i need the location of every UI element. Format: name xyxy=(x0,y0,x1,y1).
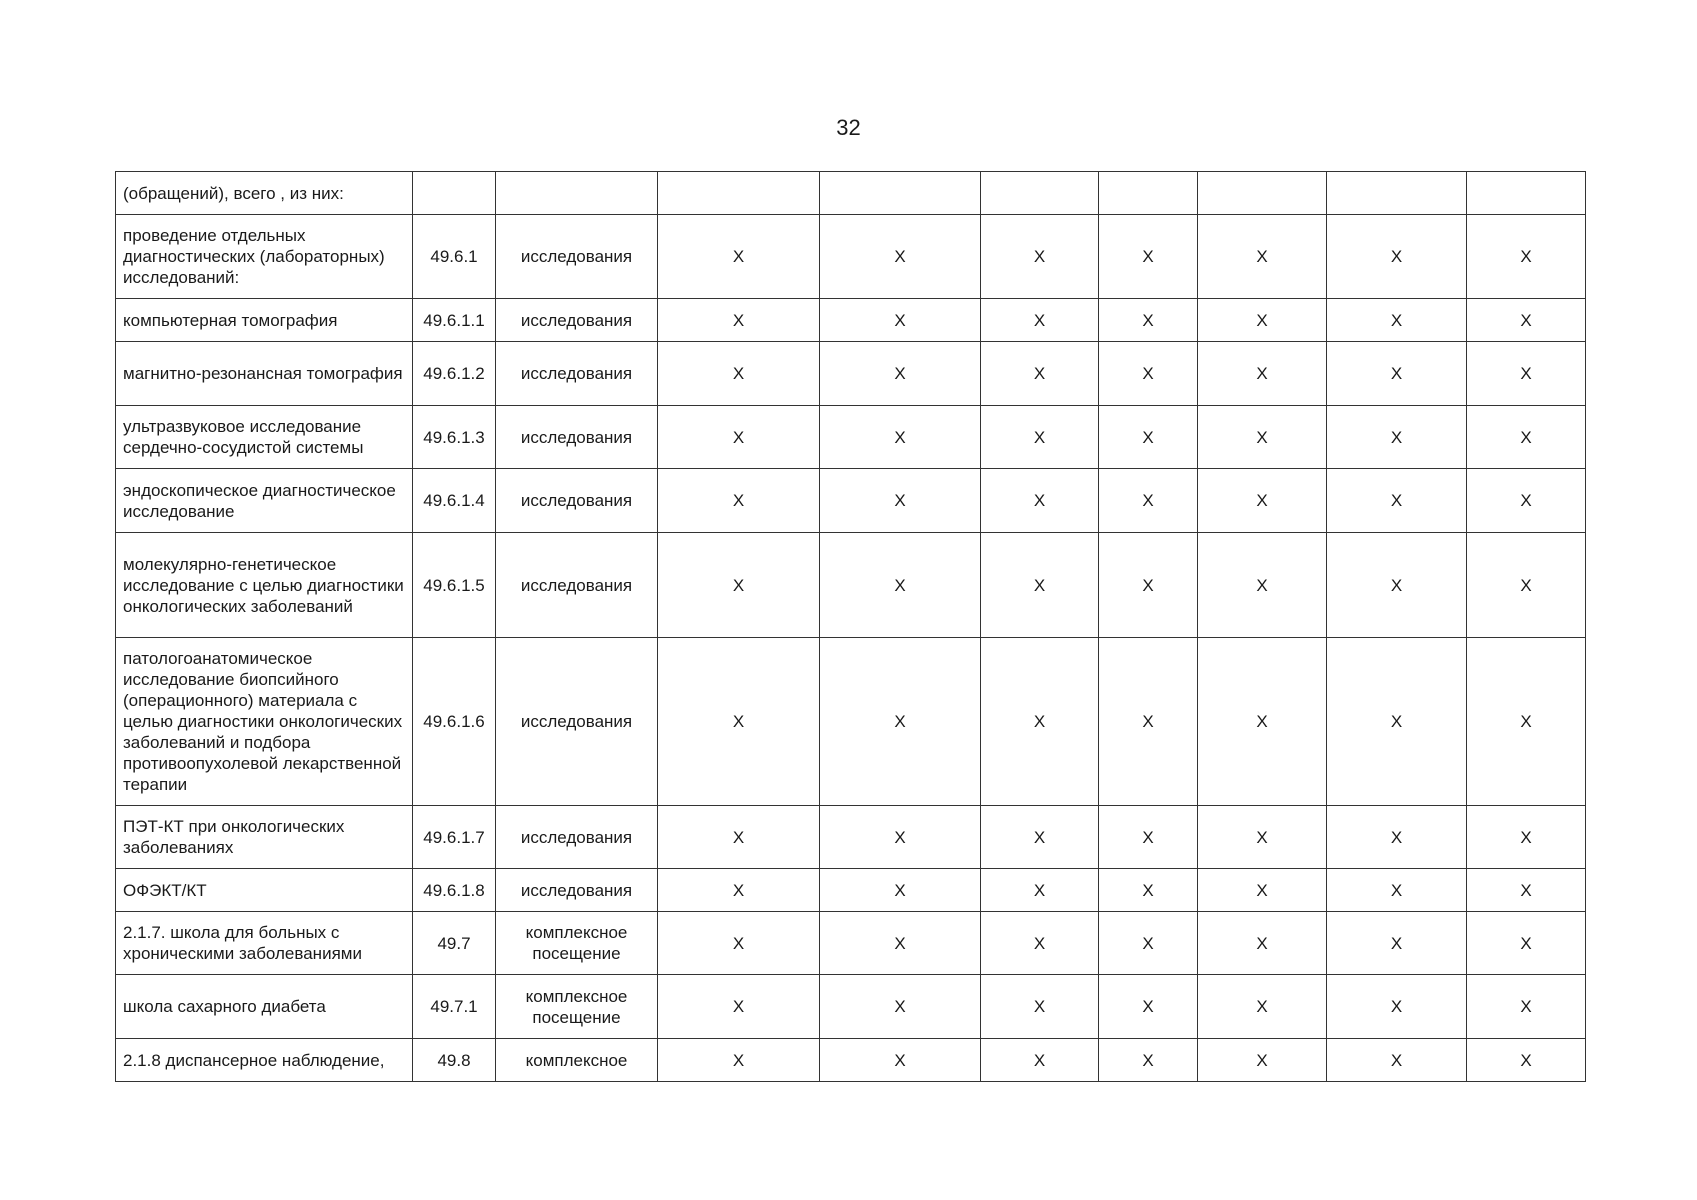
mark-cell: X xyxy=(1099,638,1198,806)
mark-cell: X xyxy=(1099,406,1198,469)
mark-cell: X xyxy=(820,869,981,912)
mark-cell xyxy=(981,172,1099,215)
row-unit-cell: комплексное посещение xyxy=(496,912,658,975)
mark-cell: X xyxy=(981,215,1099,299)
row-name-cell: проведение отдельных диагностических (лабораторных) исследований: xyxy=(116,215,413,299)
table-row xyxy=(116,806,1586,869)
row-code-cell: 49.6.1.1 xyxy=(413,299,496,342)
mark-cell: X xyxy=(820,533,981,638)
row-name-cell: 2.1.8 диспансерное наблюдение, xyxy=(116,1039,413,1082)
mark-cell: X xyxy=(1099,215,1198,299)
mark-cell: X xyxy=(820,406,981,469)
mark-cell: X xyxy=(1327,533,1467,638)
row-code-cell: 49.8 xyxy=(413,1039,496,1082)
mark-cell: X xyxy=(1327,869,1467,912)
table-row xyxy=(116,975,1586,1039)
mark-cell: X xyxy=(1467,342,1586,406)
row-unit-cell: исследования xyxy=(496,469,658,533)
row-name-cell: 2.1.7. школа для больных с хроническими заболеваниями xyxy=(116,912,413,975)
mark-cell: X xyxy=(820,469,981,533)
row-code-cell: 49.6.1.8 xyxy=(413,869,496,912)
mark-cell: X xyxy=(658,912,820,975)
row-name-cell: магнитно-резонансная томография xyxy=(116,342,413,406)
mark-cell: X xyxy=(1198,869,1327,912)
mark-cell: X xyxy=(1198,1039,1327,1082)
row-name-cell: ПЭТ-КТ при онкологических заболеваниях xyxy=(116,806,413,869)
row-unit-cell: комплексное xyxy=(496,1039,658,1082)
mark-cell: X xyxy=(820,342,981,406)
row-unit-cell: исследования xyxy=(496,533,658,638)
mark-cell: X xyxy=(1327,806,1467,869)
mark-cell xyxy=(820,172,981,215)
page-number: 32 xyxy=(836,115,861,140)
mark-cell: X xyxy=(981,533,1099,638)
row-unit-cell: комплексное посещение xyxy=(496,975,658,1039)
mark-cell: X xyxy=(1198,806,1327,869)
row-unit-cell: исследования xyxy=(496,806,658,869)
row-code-cell: 49.7 xyxy=(413,912,496,975)
row-unit-cell xyxy=(496,172,658,215)
row-code-cell: 49.7.1 xyxy=(413,975,496,1039)
mark-cell: X xyxy=(1467,638,1586,806)
row-code-cell: 49.6.1 xyxy=(413,215,496,299)
mark-cell: X xyxy=(1467,912,1586,975)
mark-cell: X xyxy=(1099,975,1198,1039)
mark-cell: X xyxy=(1467,1039,1586,1082)
row-name-cell: эндоскопическое диагностическое исследование xyxy=(116,469,413,533)
mark-cell: X xyxy=(1467,806,1586,869)
mark-cell: X xyxy=(1198,215,1327,299)
table-row xyxy=(116,342,1586,406)
mark-cell: X xyxy=(820,1039,981,1082)
mark-cell: X xyxy=(658,215,820,299)
mark-cell: X xyxy=(658,342,820,406)
mark-cell: X xyxy=(820,975,981,1039)
row-unit-cell: исследования xyxy=(496,869,658,912)
table-row xyxy=(116,406,1586,469)
mark-cell: X xyxy=(1327,215,1467,299)
mark-cell: X xyxy=(658,638,820,806)
mark-cell: X xyxy=(1099,806,1198,869)
mark-cell: X xyxy=(1198,299,1327,342)
mark-cell: X xyxy=(1099,533,1198,638)
row-name-cell: ультразвуковое исследование сердечно-сосудистой системы xyxy=(116,406,413,469)
mark-cell: X xyxy=(1467,215,1586,299)
mark-cell: X xyxy=(981,299,1099,342)
mark-cell: X xyxy=(820,912,981,975)
mark-cell: X xyxy=(658,806,820,869)
mark-cell: X xyxy=(1467,533,1586,638)
mark-cell: X xyxy=(1467,406,1586,469)
mark-cell xyxy=(1198,172,1327,215)
mark-cell: X xyxy=(1099,342,1198,406)
mark-cell: X xyxy=(658,406,820,469)
mark-cell: X xyxy=(981,912,1099,975)
mark-cell: X xyxy=(981,869,1099,912)
mark-cell: X xyxy=(1198,912,1327,975)
table-row xyxy=(116,299,1586,342)
row-name-cell: компьютерная томография xyxy=(116,299,413,342)
mark-cell: X xyxy=(1198,342,1327,406)
mark-cell: X xyxy=(658,299,820,342)
table-row xyxy=(116,215,1586,299)
mark-cell: X xyxy=(981,806,1099,869)
table-row xyxy=(116,1039,1586,1082)
mark-cell: X xyxy=(1467,299,1586,342)
row-code-cell: 49.6.1.6 xyxy=(413,638,496,806)
table-row xyxy=(116,172,1586,215)
mark-cell: X xyxy=(1327,469,1467,533)
mark-cell: X xyxy=(1467,975,1586,1039)
row-unit-cell: исследования xyxy=(496,342,658,406)
row-code-cell xyxy=(413,172,496,215)
row-name-cell: (обращений), всего , из них: xyxy=(116,172,413,215)
row-unit-cell: исследования xyxy=(496,299,658,342)
mark-cell: X xyxy=(981,469,1099,533)
mark-cell: X xyxy=(820,638,981,806)
mark-cell: X xyxy=(1099,1039,1198,1082)
row-name-cell: патологоанатомическое исследование биопсийного (операционного) материала с целью диагностики онкологических заболеваний и подбора противоопухолевой лекарственной терапии xyxy=(116,638,413,806)
mark-cell: X xyxy=(1099,912,1198,975)
row-code-cell: 49.6.1.4 xyxy=(413,469,496,533)
mark-cell: X xyxy=(1327,638,1467,806)
mark-cell: X xyxy=(1198,469,1327,533)
mark-cell: X xyxy=(1198,975,1327,1039)
table-row xyxy=(116,869,1586,912)
mark-cell xyxy=(1099,172,1198,215)
table-row xyxy=(116,469,1586,533)
row-name-cell: ОФЭКТ/КТ xyxy=(116,869,413,912)
row-code-cell: 49.6.1.2 xyxy=(413,342,496,406)
mark-cell: X xyxy=(981,638,1099,806)
table-row xyxy=(116,912,1586,975)
mark-cell: X xyxy=(658,1039,820,1082)
row-code-cell: 49.6.1.5 xyxy=(413,533,496,638)
mark-cell: X xyxy=(1099,869,1198,912)
mark-cell: X xyxy=(1327,975,1467,1039)
mark-cell: X xyxy=(1327,1039,1467,1082)
mark-cell: X xyxy=(981,342,1099,406)
mark-cell: X xyxy=(820,806,981,869)
mark-cell: X xyxy=(658,975,820,1039)
row-name-cell: школа сахарного диабета xyxy=(116,975,413,1039)
mark-cell xyxy=(1327,172,1467,215)
table-row xyxy=(116,638,1586,806)
mark-cell: X xyxy=(981,975,1099,1039)
mark-cell: X xyxy=(981,406,1099,469)
mark-cell: X xyxy=(820,215,981,299)
mark-cell: X xyxy=(1198,533,1327,638)
row-unit-cell: исследования xyxy=(496,638,658,806)
row-unit-cell: исследования xyxy=(496,406,658,469)
mark-cell: X xyxy=(1327,299,1467,342)
mark-cell: X xyxy=(1327,406,1467,469)
mark-cell: X xyxy=(981,1039,1099,1082)
mark-cell xyxy=(1467,172,1586,215)
mark-cell: X xyxy=(1099,299,1198,342)
mark-cell xyxy=(658,172,820,215)
mark-cell: X xyxy=(1198,406,1327,469)
mark-cell: X xyxy=(1467,869,1586,912)
row-unit-cell: исследования xyxy=(496,215,658,299)
row-name-cell: молекулярно-генетическое исследование с целью диагностики онкологических заболеваний xyxy=(116,533,413,638)
mark-cell: X xyxy=(1327,912,1467,975)
row-code-cell: 49.6.1.7 xyxy=(413,806,496,869)
row-code-cell: 49.6.1.3 xyxy=(413,406,496,469)
table-row xyxy=(116,533,1586,638)
mark-cell: X xyxy=(1198,638,1327,806)
mark-cell: X xyxy=(1467,469,1586,533)
mark-cell: X xyxy=(658,869,820,912)
mark-cell: X xyxy=(1099,469,1198,533)
mark-cell: X xyxy=(1327,342,1467,406)
mark-cell: X xyxy=(820,299,981,342)
mark-cell: X xyxy=(658,469,820,533)
data-table xyxy=(115,171,1586,1082)
mark-cell: X xyxy=(658,533,820,638)
